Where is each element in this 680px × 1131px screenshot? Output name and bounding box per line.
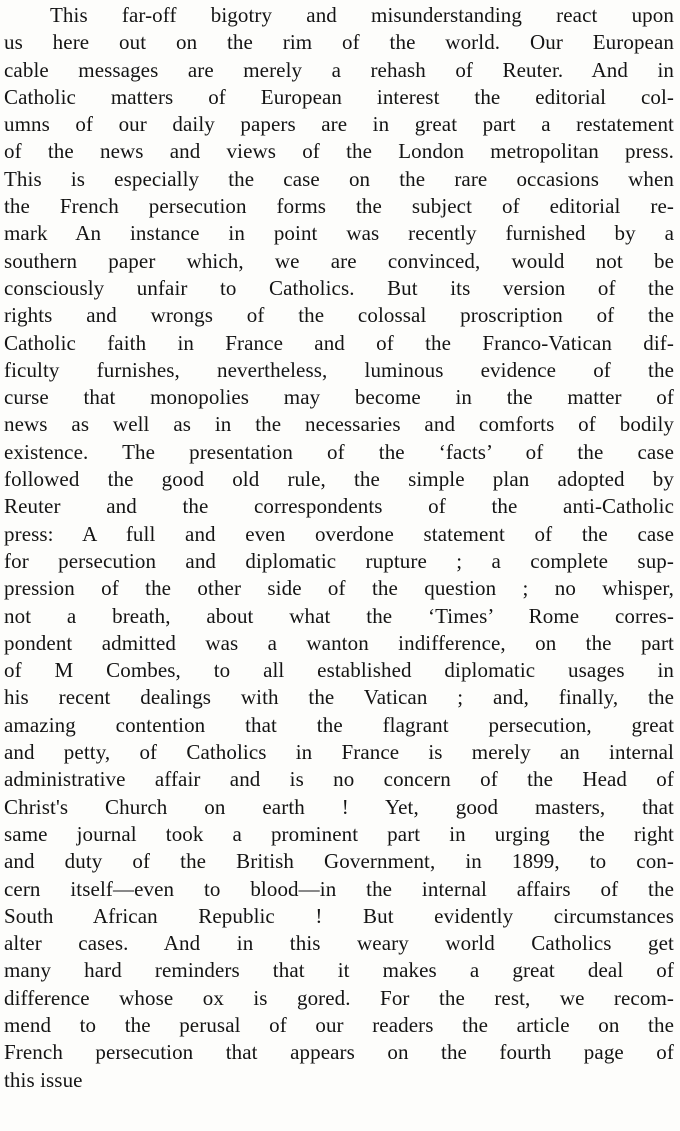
article-line: Christ's Church on earth ! Yet, good masters, that <box>4 794 674 819</box>
article-line: of the news and views of the London metropolitan press. <box>4 139 674 164</box>
article-line: Reuter and the correspondents of the anti-Catholic <box>4 494 674 519</box>
article-line: many hard reminders that it makes a great deal of <box>4 958 674 983</box>
article-column <box>4 2 674 1094</box>
article-line: ficulty furnishes, nevertheless, luminous evidence of the <box>4 357 674 382</box>
article-line: this issue <box>4 1067 83 1092</box>
article-line: southern paper which, we are convinced, would not be <box>4 248 674 273</box>
article-line: followed the good old rule, the simple plan adopted by <box>4 467 674 492</box>
article-line: cern itself—even to blood—in the internal affairs of the <box>4 876 674 901</box>
article-line: pondent admitted was a wanton indifference, on the part <box>4 630 674 655</box>
article-line: This is especially the case on the rare occasions when <box>4 166 674 191</box>
article-line: administrative affair and is no concern of the Head of <box>4 767 674 792</box>
article-line: Catholic matters of European interest the editorial col- <box>4 84 674 109</box>
article-line: umns of our daily papers are in great part a restatement <box>4 112 674 137</box>
article-line: cable messages are merely a rehash of Reuter. And in <box>4 57 674 82</box>
article-line: French persecution that appears on the fourth page of <box>4 1040 674 1065</box>
article-line: South African Republic ! But evidently circumstances <box>4 903 674 928</box>
article-line: and petty, of Catholics in France is merely an internal <box>4 740 674 765</box>
article-line: This far-off bigotry and misunderstanding react upon <box>50 3 674 27</box>
article-line: difference whose ox is gored. For the rest, we recom- <box>4 985 674 1010</box>
article-line: his recent dealings with the Vatican ; and, finally, the <box>4 685 674 710</box>
article-line: alter cases. And in this weary world Catholics get <box>4 931 674 956</box>
article-line: mend to the perusal of our readers the article on the <box>4 1012 674 1037</box>
article-line: mark An instance in point was recently furnished by a <box>4 221 674 246</box>
article-line: curse that monopolies may become in the matter of <box>4 385 674 410</box>
article-line: rights and wrongs of the colossal proscription of the <box>4 303 674 328</box>
article-line: pression of the other side of the question ; no whisper, <box>4 576 674 601</box>
article-line: same journal took a prominent part in urging the right <box>4 821 674 846</box>
article-line: us here out on the rim of the world. Our European <box>4 30 674 55</box>
article-line: Catholic faith in France and of the Franco-Vatican dif- <box>4 330 674 355</box>
article-line: the French persecution forms the subject of editorial re- <box>4 194 674 219</box>
article-line: amazing contention that the flagrant persecution, great <box>4 712 674 737</box>
article-line: consciously unfair to Catholics. But its version of the <box>4 275 674 300</box>
article-line: not a breath, about what the ‘Times’ Rome corres- <box>4 603 674 628</box>
article-line: and duty of the British Government, in 1899, to con- <box>4 849 674 874</box>
article-line: of M Combes, to all established diplomatic usages in <box>4 658 674 683</box>
article-line: press: A full and even overdone statement of the case <box>4 521 674 546</box>
article-line: for persecution and diplomatic rupture ; a complete sup- <box>4 548 674 573</box>
article-line: existence. The presentation of the ‘facts’ of the case <box>4 439 674 464</box>
article-line: news as well as in the necessaries and comforts of bodily <box>4 412 674 437</box>
